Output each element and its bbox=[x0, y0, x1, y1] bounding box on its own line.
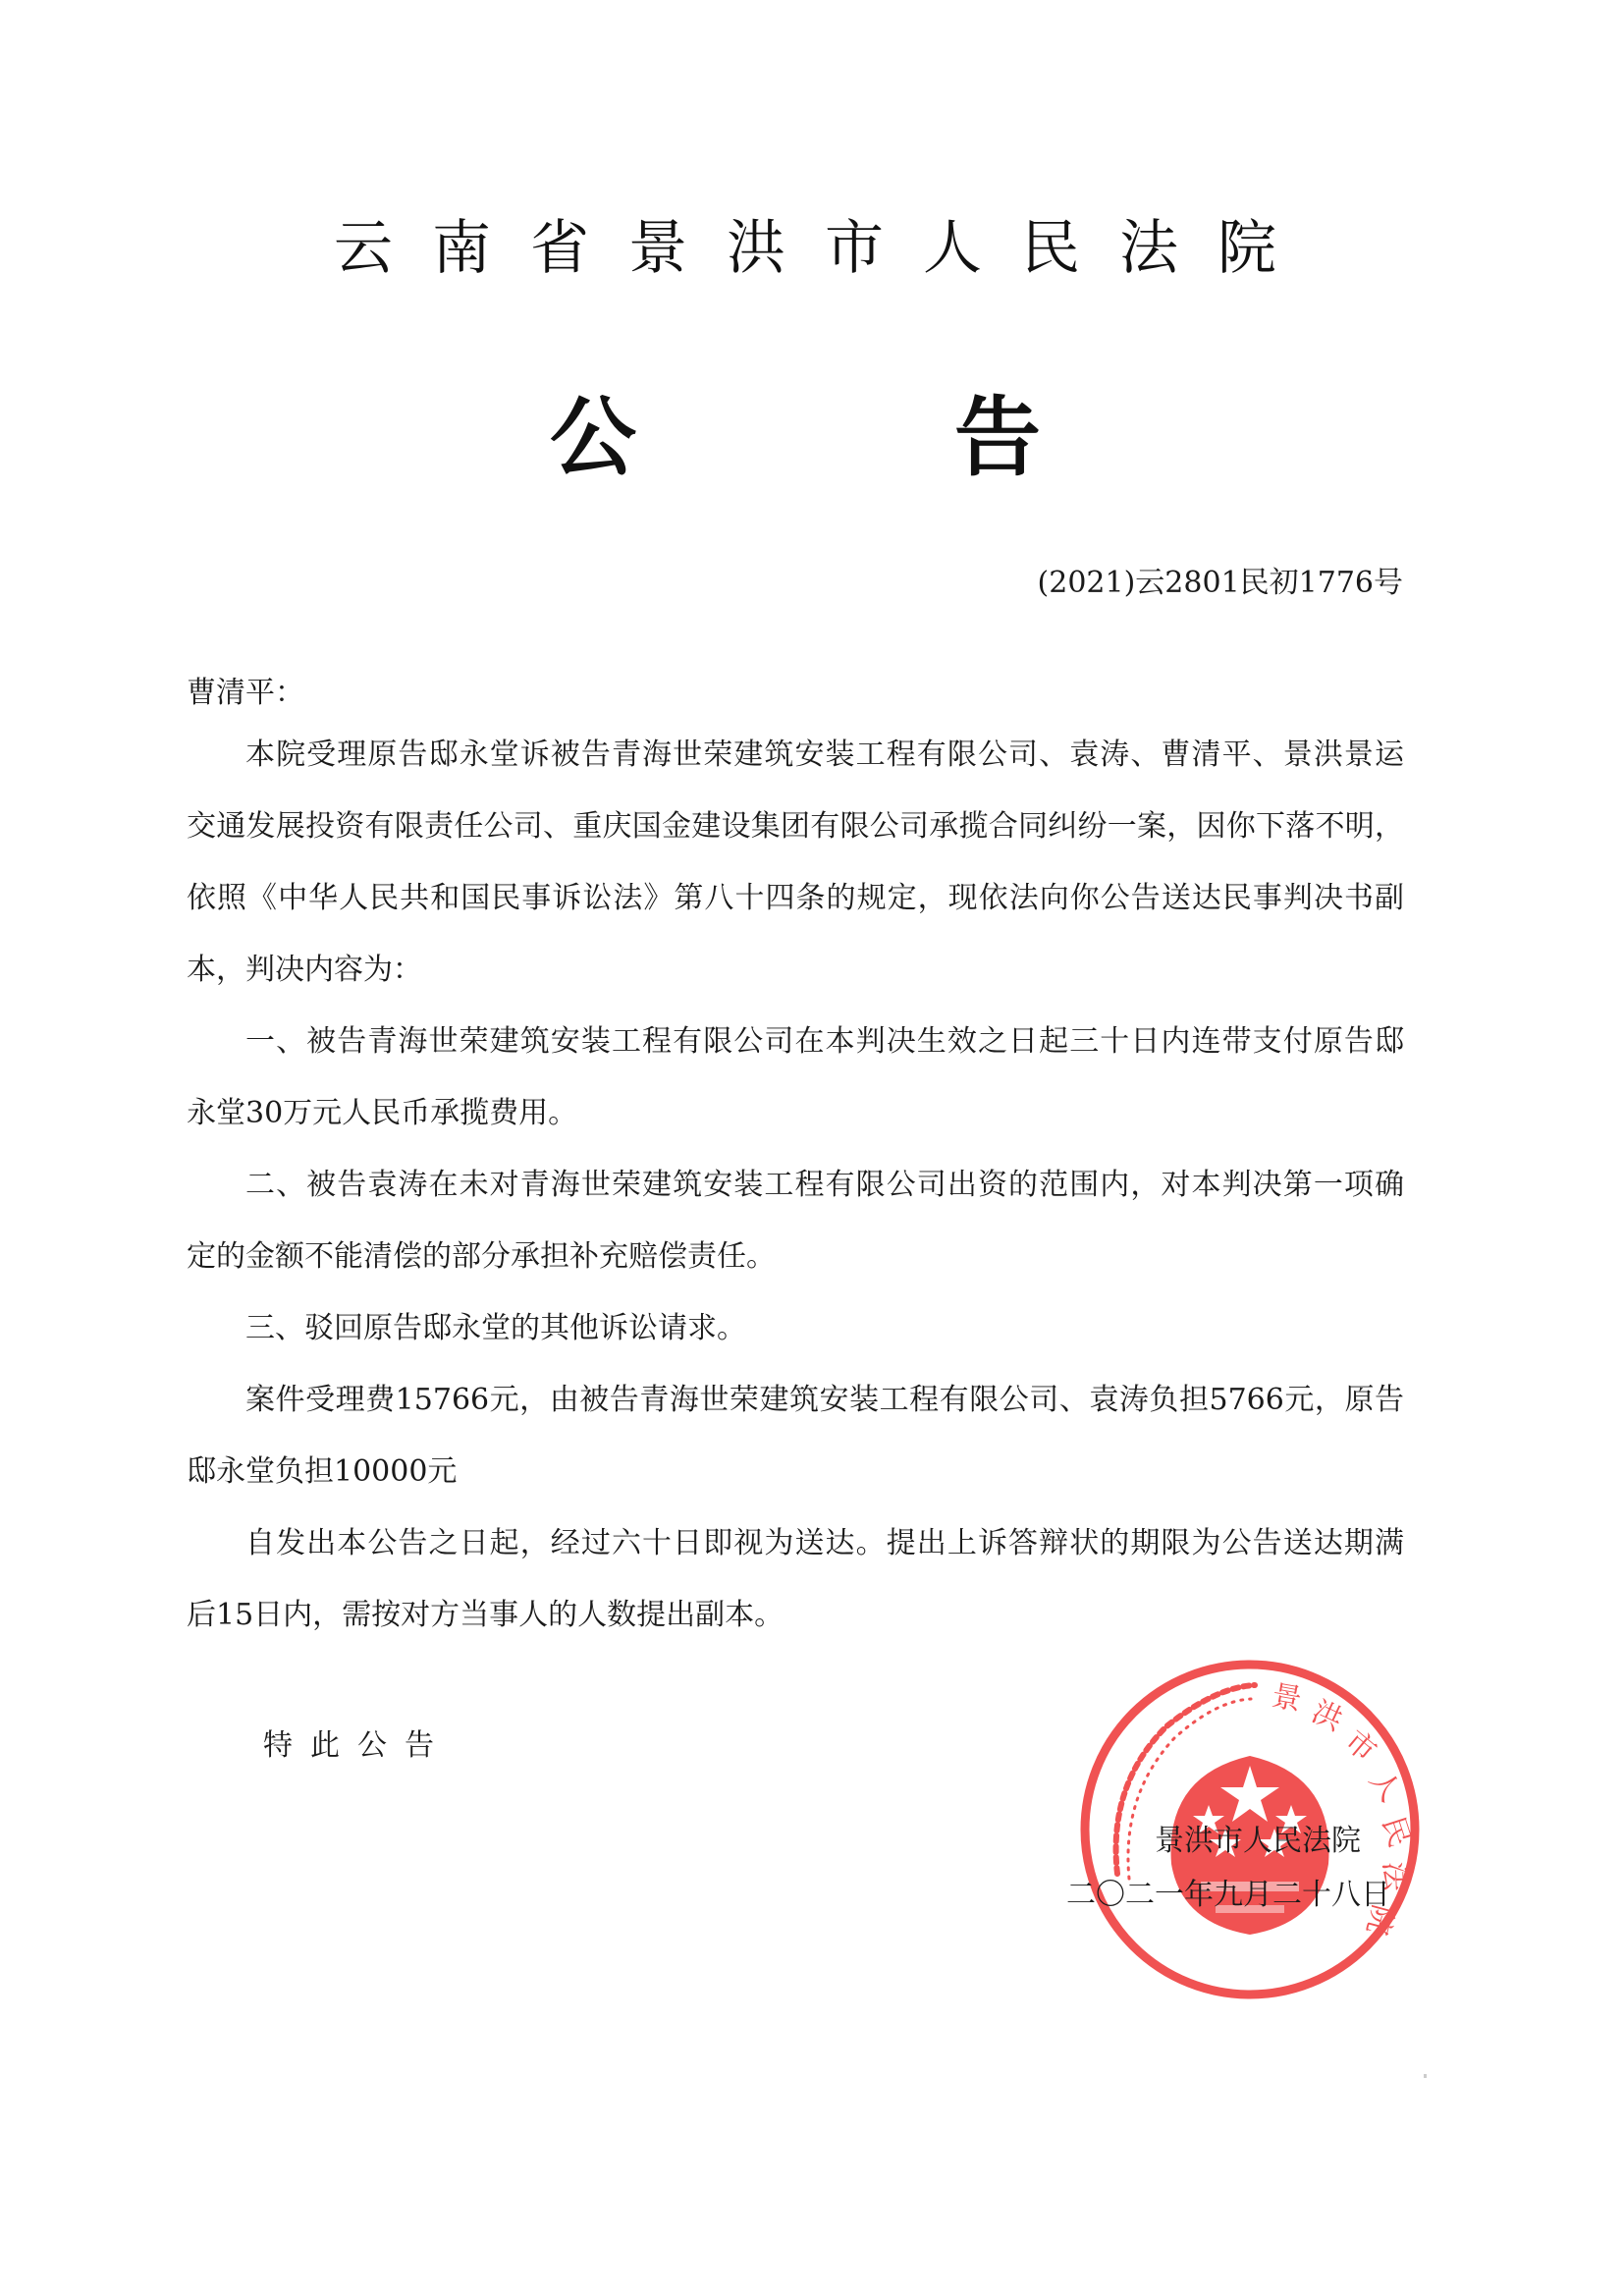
court-name-char: 南 bbox=[432, 214, 491, 283]
court-name-char: 省 bbox=[530, 214, 589, 283]
signature-court-name: 景洪市人民法院 bbox=[1155, 1824, 1361, 1858]
body-line: 依照《中华人民共和国民事诉讼法》第八十四条的规定，现依法向你公告送达民事判决书副 bbox=[187, 881, 1404, 915]
body-line: 永堂30万元人民币承揽费用。 bbox=[187, 1096, 578, 1130]
court-name-char: 人 bbox=[923, 214, 982, 283]
judgment-item-1: 一、被告青海世荣建筑安装工程有限公司在本判决生效之日起三十日内连带支付原告邸 bbox=[245, 1024, 1404, 1059]
signature-date: 二〇二一年九月二十八日 bbox=[1066, 1878, 1390, 1912]
court-name-char: 院 bbox=[1217, 214, 1276, 283]
svg-text:院: 院 bbox=[1359, 1900, 1401, 1939]
court-name-char: 云 bbox=[334, 214, 393, 283]
scan-speck bbox=[1424, 2074, 1427, 2078]
judgment-item-2: 二、被告袁涛在未对青海世荣建筑安装工程有限公司出资的范围内，对本判决第一项确 bbox=[245, 1168, 1404, 1202]
court-name-char: 法 bbox=[1119, 214, 1178, 283]
court-name-char: 市 bbox=[825, 214, 884, 283]
document-title bbox=[550, 388, 1041, 486]
svg-text:洪: 洪 bbox=[1306, 1694, 1348, 1738]
court-name-char: 民 bbox=[1021, 214, 1080, 283]
title-char: 告 bbox=[953, 386, 1041, 488]
title-char: 公 bbox=[550, 386, 637, 488]
signoff: 特此公告 bbox=[263, 1728, 452, 1763]
body-line: 本，判决内容为： bbox=[187, 953, 422, 987]
body-line: 交通发展投资有限责任公司、重庆国金建设集团有限公司承揽合同纠纷一案，因你下落不明， bbox=[187, 809, 1404, 844]
court-name-char: 洪 bbox=[727, 214, 785, 283]
svg-text:市: 市 bbox=[1337, 1723, 1383, 1770]
court-name-heading bbox=[334, 214, 1276, 283]
addressee: 曹清平： bbox=[187, 676, 304, 710]
body-line: 定的金额不能清偿的部分承担补充赔偿责任。 bbox=[187, 1239, 776, 1274]
svg-text:民: 民 bbox=[1375, 1812, 1417, 1852]
court-fee-line: 案件受理费15766元，由被告青海世荣建筑安装工程有限公司、袁涛负担5766元，原告 bbox=[245, 1383, 1404, 1417]
svg-text:人: 人 bbox=[1362, 1764, 1408, 1809]
body-line: 后15日内，需按对方当事人的人数提出副本。 bbox=[187, 1598, 784, 1632]
case-number: (2021)云2801民初1776号 bbox=[1037, 566, 1403, 600]
judgment-item-3: 三、驳回原告邸永堂的其他诉讼请求。 bbox=[245, 1311, 746, 1345]
body-line: 本院受理原告邸永堂诉被告青海世荣建筑安装工程有限公司、袁涛、曹清平、景洪景运 bbox=[245, 738, 1404, 772]
service-notice-line: 自发出本公告之日起，经过六十日即视为送达。提出上诉答辩状的期限为公告送达期满 bbox=[245, 1526, 1404, 1560]
body-line: 邸永堂负担10000元 bbox=[187, 1454, 458, 1489]
svg-text:法: 法 bbox=[1377, 1861, 1413, 1892]
court-name-char: 景 bbox=[628, 214, 687, 283]
svg-text:景: 景 bbox=[1269, 1678, 1305, 1719]
